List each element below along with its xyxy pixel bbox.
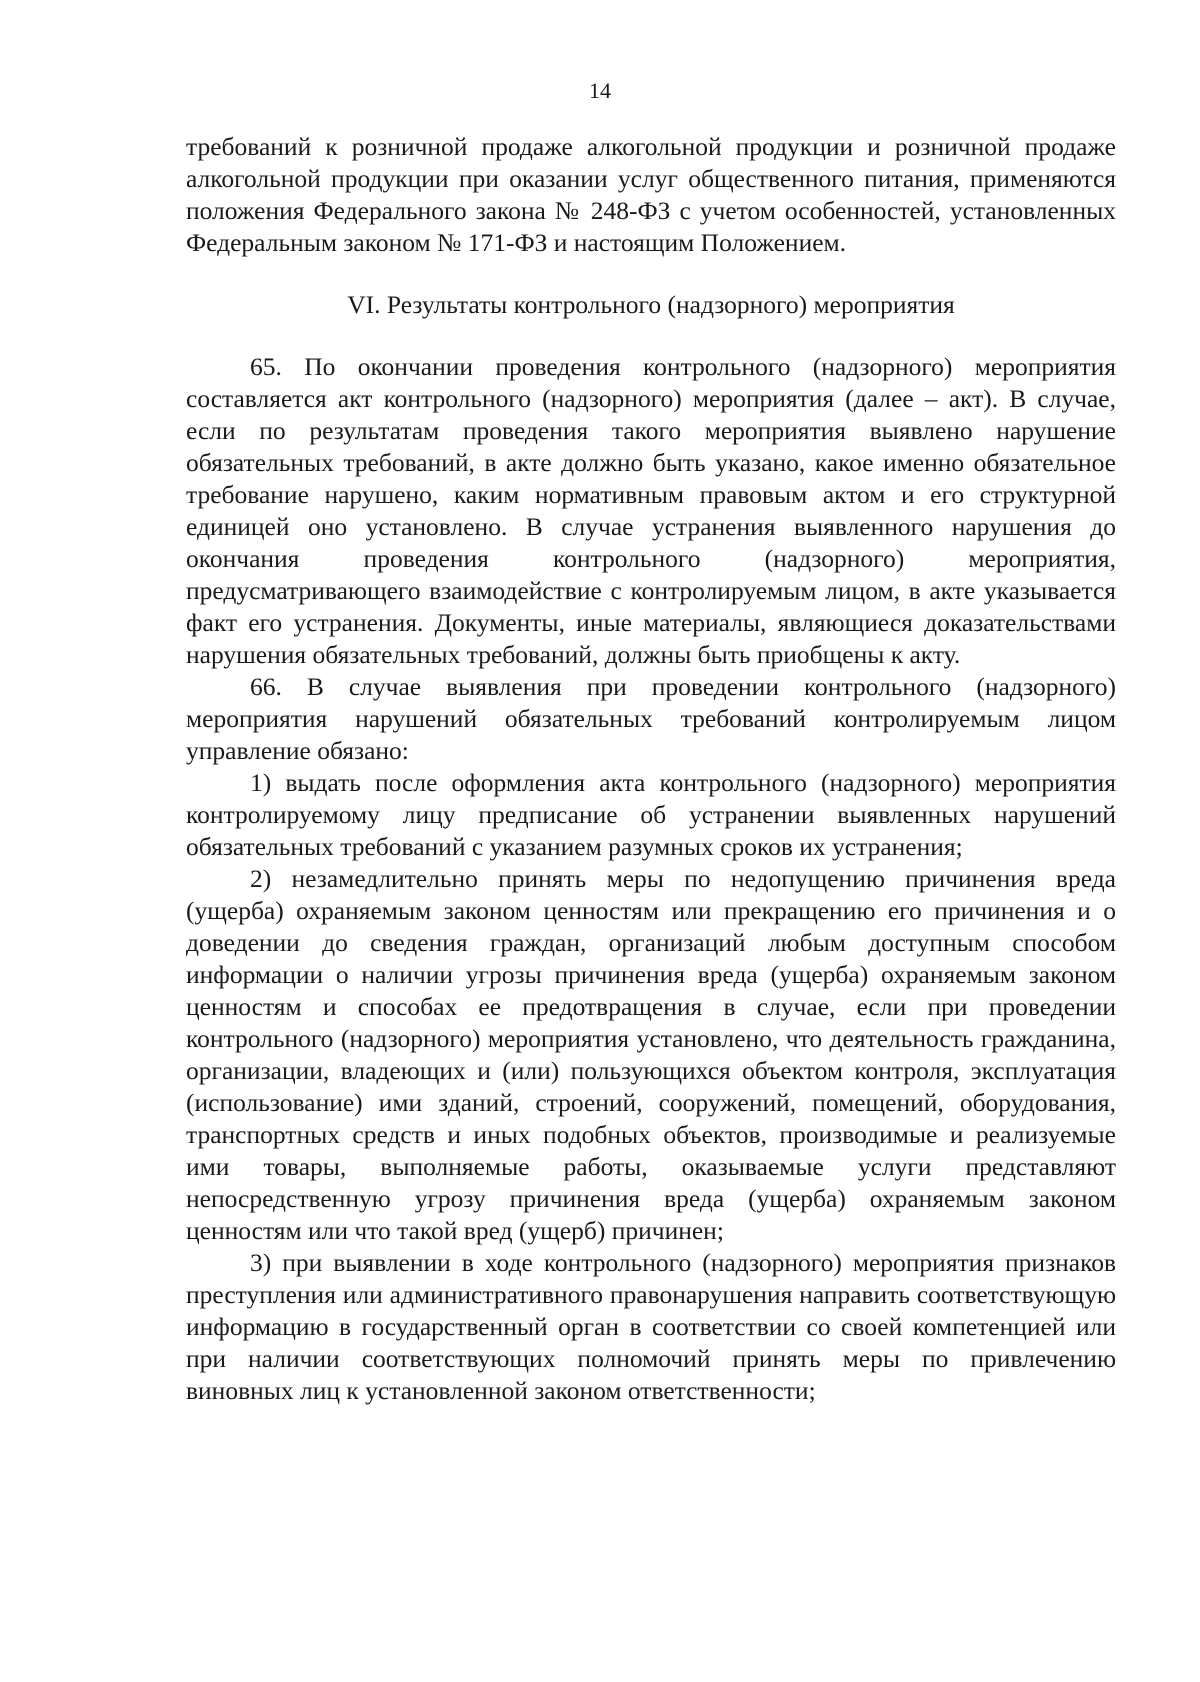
paragraph-continuation: требований к розничной продаже алкогольной продукции и розничной продаже алкогольной продукции при оказании услуг общественного питания, применяются положения Федерального закона № 248-ФЗ с учетом особенностей, установленных Федеральным законом № 171-ФЗ и настоящим Положением. [186, 132, 1116, 257]
document-body [186, 131, 1116, 1407]
list-item-2: 2) незамедлительно принять меры по недопущению причинения вреда (ущерба) охраняемым законом ценностям или прекращению его причинения и о доведении до сведения граждан, организаций любым доступным способом информации о наличии угрозы причинения вреда (ущерба) охраняемым законом ценностям и способах ее предотвращения в случае, если при проведении контрольного (надзорного) мероприятия установлено, что деятельность гражданина, организации, владеющих и (или) пользующихся объектом контроля, эксплуатация (использование) ими зданий, строений, сооружений, помещений, оборудования, транспортных средств и иных подобных объектов, производимые и реализуемые ими товары, выполняемые работы, оказываемые услуги представляют непосредственную угрозу причинения вреда (ущерба) охраняемым законом ценностям или что такой вред (ущерб) причинен; [186, 864, 1116, 1245]
list-item-3: 3) при выявлении в ходе контрольного (надзорного) мероприятия признаков преступления или административного правонарушения направить соответствующую информацию в государственный орган в соответствии со своей компетенцией или при наличии соответствующих полномочий принять меры по привлечению виновных лиц к установленной законом ответственности; [186, 1248, 1116, 1405]
paragraph-66: 66. В случае выявления при проведении контрольного (надзорного) мероприятия нарушений обязательных требований контролируемым лицом управление обязано: [186, 672, 1116, 765]
section-heading: VI. Результаты контрольного (надзорного) мероприятия [347, 290, 955, 319]
list-item-1: 1) выдать после оформления акта контрольного (надзорного) мероприятия контролируемому лицу предписание об устранении выявленных нарушений обязательных требований с указанием разумных сроков их устранения; [186, 768, 1116, 861]
paragraph-65: 65. По окончании проведения контрольного (надзорного) мероприятия составляется акт контрольного (надзорного) мероприятия (далее – акт). В случае, если по результатам проведения такого мероприятия выявлено нарушение обязательных требований, в акте должно быть указано, какое именно обязательное требование нарушено, каким нормативным правовым актом и его структурной единицей оно установлено. В случае устранения выявленного нарушения до окончания проведения контрольного (надзорного) мероприятия, предусматривающего взаимодействие с контролируемым лицом, в акте указывается факт его устранения. Документы, иные материалы, являющиеся доказательствами нарушения обязательных требований, должны быть приобщены к акту. [186, 352, 1116, 669]
page-number: 14 [589, 78, 611, 103]
